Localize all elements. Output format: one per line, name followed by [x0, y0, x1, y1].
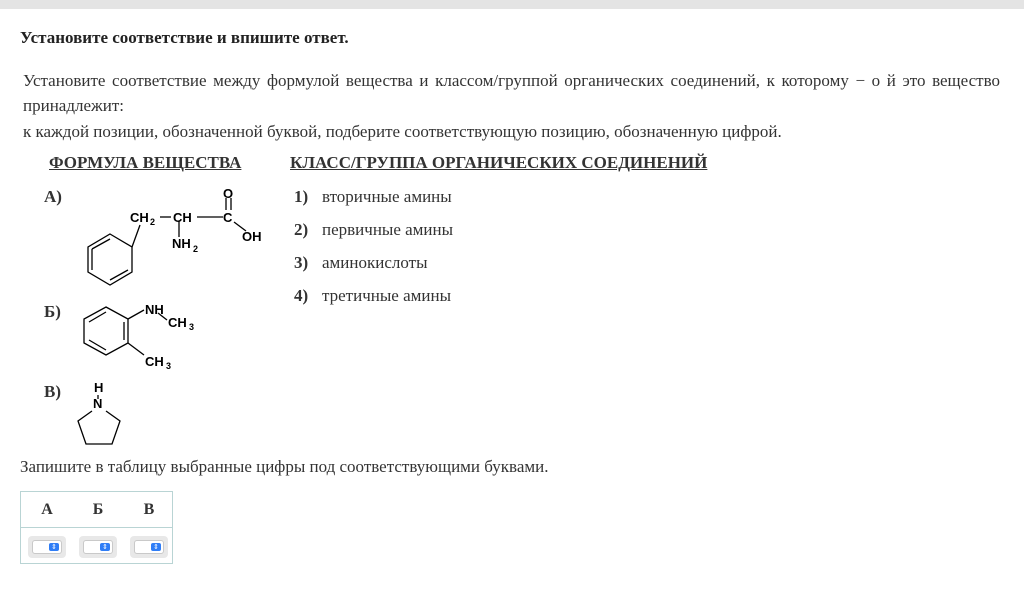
option-4-number: 4): [294, 286, 309, 305]
option-3-number: 3): [294, 253, 309, 272]
answer-select-c-box[interactable]: [134, 540, 164, 554]
answer-select-b[interactable]: [79, 536, 117, 558]
formula-a-letter: А): [44, 187, 62, 206]
option-4-label: третичные амины: [322, 286, 451, 305]
answer-table: [20, 491, 173, 564]
formula-b-nh: NH: [145, 302, 164, 317]
formula-b-ch3-n: CH: [168, 315, 187, 330]
formula-c-h: H: [94, 380, 104, 395]
formula-b-letter: Б): [44, 302, 61, 321]
formula-a-o: O: [223, 186, 234, 201]
formula-c-letter: В): [44, 382, 61, 401]
option-1-number: 1): [294, 187, 309, 206]
answer-select-a[interactable]: [28, 536, 66, 558]
formula-a-structure: [70, 182, 270, 292]
formula-b-ch3-n-sub: 3: [189, 322, 195, 332]
select-arrows-icon[interactable]: ⇕: [151, 543, 161, 551]
formula-b-ch3-ring: CH: [145, 354, 164, 369]
formula-column-header: ФОРМУЛА ВЕЩЕСТВА: [49, 153, 242, 172]
option-3-label: аминокислоты: [322, 253, 428, 272]
formula-a-ch: CH: [173, 210, 192, 225]
answer-table-header: [21, 492, 172, 528]
option-2-number: 2): [294, 220, 309, 239]
top-bar: [0, 0, 1024, 9]
answer-header-c: В: [143, 501, 155, 518]
option-2-label: первичные амины: [322, 220, 454, 239]
option-1-label: вторичные амины: [322, 187, 452, 206]
task-heading: Установите соответствие и впишите ответ.: [20, 28, 349, 47]
formula-c-structure: [70, 378, 130, 448]
question-instruction: к каждой позиции, обозначенной буквой, подберите соответствующую позицию, обозначенную цифрой.: [23, 122, 782, 141]
class-column-header: КЛАСС/ГРУППА ОРГАНИЧЕСКИХ СОЕДИНЕНИЙ: [290, 153, 708, 172]
answer-select-b-box[interactable]: [83, 540, 113, 554]
question-text: Установите соответствие между формулой вещества и классом/группой органических соединений, к которому − о й это вещество принадлежит:: [23, 71, 1000, 115]
formula-b-ch3-ring-sub: 3: [166, 361, 172, 371]
option-3: [294, 253, 428, 273]
option-1: [294, 187, 452, 207]
answer-select-c[interactable]: [130, 536, 168, 558]
formula-a-ch2: CH: [130, 210, 149, 225]
formula-a-oh: OH: [242, 229, 262, 244]
select-arrows-icon[interactable]: ⇕: [49, 543, 59, 551]
formula-a-c: C: [223, 210, 233, 225]
answer-header-a: А: [41, 501, 53, 518]
answer-instruction: Запишите в таблицу выбранные цифры под соответствующими буквами.: [20, 457, 549, 476]
answer-select-a-box[interactable]: [32, 540, 62, 554]
answer-header-b: Б: [92, 501, 104, 518]
formula-a-ch2-sub: 2: [150, 217, 156, 227]
formula-c-n: N: [93, 396, 103, 411]
formula-b-structure: [70, 295, 210, 375]
select-arrows-icon[interactable]: ⇕: [100, 543, 110, 551]
formula-a-nh2: NH: [172, 236, 191, 251]
formula-a-nh2-sub: 2: [193, 244, 199, 254]
option-2: [294, 220, 453, 240]
option-4: [294, 286, 451, 306]
